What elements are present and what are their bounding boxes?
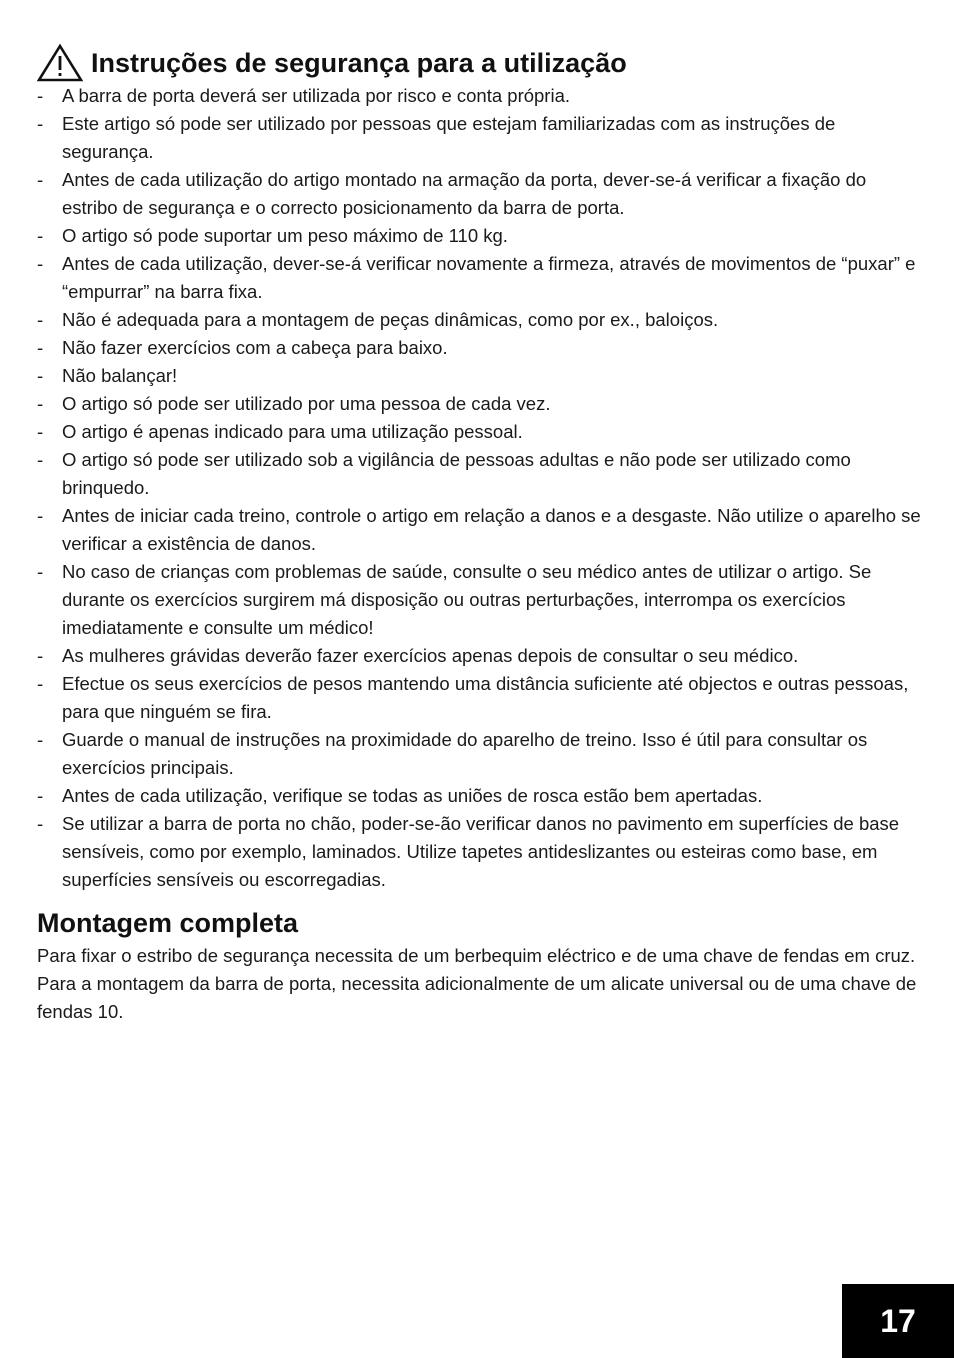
list-bullet: - [37,85,44,106]
list-item [37,502,921,558]
list-item-text: Antes de iniciar cada treino, controle o artigo em relação a danos e a desgaste. Não utilize o aparelho se verificar a existência de danos. [62,505,921,554]
list-bullet: - [37,337,44,358]
list-item [37,390,921,418]
list-item-text: Efectue os seus exercícios de pesos mantendo uma distância suficiente até objectos e outras pessoas, para que ninguém se fira. [62,673,909,722]
list-item-text: Se utilizar a barra de porta no chão, poder-se-ão verificar danos no pavimento em superfícies de base sensíveis, como por exemplo, laminados. Utilize tapetes antideslizantes ou esteiras como base, em superfícies sensíveis ou escorregadias. [62,813,900,890]
list-item-text: Antes de cada utilização do artigo montado na armação da porta, dever-se-á verificar a fixação do estribo de segurança e o correcto posicionamento da barra de porta. [62,169,867,218]
list-item-text: O artigo só pode suportar um peso máximo de 110 kg. [62,225,508,246]
list-item-text: As mulheres grávidas deverão fazer exercícios apenas depois de consultar o seu médico. [62,645,799,666]
list-item-text: Antes de cada utilização, dever-se-á verificar novamente a firmeza, através de movimentos de “puxar” e “empurrar” na barra fixa. [62,253,916,302]
list-item [37,642,921,670]
list-bullet: - [37,365,44,386]
list-item-text: A barra de porta deverá ser utilizada por risco e conta própria. [62,85,571,106]
list-item-text: Não é adequada para a montagem de peças dinâmicas, como por ex., baloiços. [62,309,719,330]
list-bullet: - [37,729,44,750]
warning-triangle-icon [37,44,83,82]
list-item-text: O artigo é apenas indicado para uma utilização pessoal. [62,421,523,442]
list-item [37,782,921,810]
list-item [37,362,921,390]
list-item [37,558,921,642]
list-bullet: - [37,561,44,582]
assembly-heading: Montagem completa [37,908,299,938]
list-bullet: - [37,309,44,330]
list-item [37,250,921,306]
list-item [37,810,921,894]
safety-instructions-list [37,82,921,894]
assembly-paragraph: Para fixar o estribo de segurança necessita de um berbequim eléctrico e de uma chave de fendas em cruz. Para a montagem da barra de porta, necessita adicionalmente de um alicate universal ou de uma chave de fendas 10. [37,945,917,1022]
list-item-text: Não balançar! [62,365,178,386]
list-item-text: No caso de crianças com problemas de saúde, consulte o seu médico antes de utilizar o artigo. Se durante os exercícios surgirem má disposição ou outras perturbações, interrompa os exercícios imediatamente e consulte um médico! [62,561,872,638]
list-bullet: - [37,113,44,134]
list-item [37,418,921,446]
list-item [37,166,921,222]
list-bullet: - [37,505,44,526]
list-bullet: - [37,785,44,806]
list-item [37,222,921,250]
list-item-text: Antes de cada utilização, verifique se todas as uniões de rosca estão bem apertadas. [62,785,763,806]
list-bullet: - [37,169,44,190]
list-item-text: Este artigo só pode ser utilizado por pessoas que estejam familiarizadas com as instruções de segurança. [62,113,836,162]
list-bullet: - [37,813,44,834]
list-item [37,446,921,502]
list-bullet: - [37,253,44,274]
list-item [37,110,921,166]
list-bullet: - [37,225,44,246]
list-bullet: - [37,645,44,666]
list-bullet: - [37,449,44,470]
list-bullet: - [37,421,44,442]
list-item [37,306,921,334]
list-item-text: Não fazer exercícios com a cabeça para baixo. [62,337,448,358]
list-bullet: - [37,393,44,414]
list-item-text: O artigo só pode ser utilizado sob a vigilância de pessoas adultas e não pode ser utilizado como brinquedo. [62,449,851,498]
safety-heading [37,44,921,82]
list-item [37,670,921,726]
list-item-text: O artigo só pode ser utilizado por uma pessoa de cada vez. [62,393,551,414]
list-item [37,334,921,362]
safety-title: Instruções de segurança para a utilização [91,48,627,78]
list-bullet: - [37,673,44,694]
page-number-badge [842,1284,954,1358]
list-item [37,82,921,110]
list-item-text: Guarde o manual de instruções na proximidade do aparelho de treino. Isso é útil para consultar os exercícios principais. [62,729,868,778]
page-content [37,44,921,1026]
page-number: 17 [880,1302,916,1339]
list-item [37,726,921,782]
